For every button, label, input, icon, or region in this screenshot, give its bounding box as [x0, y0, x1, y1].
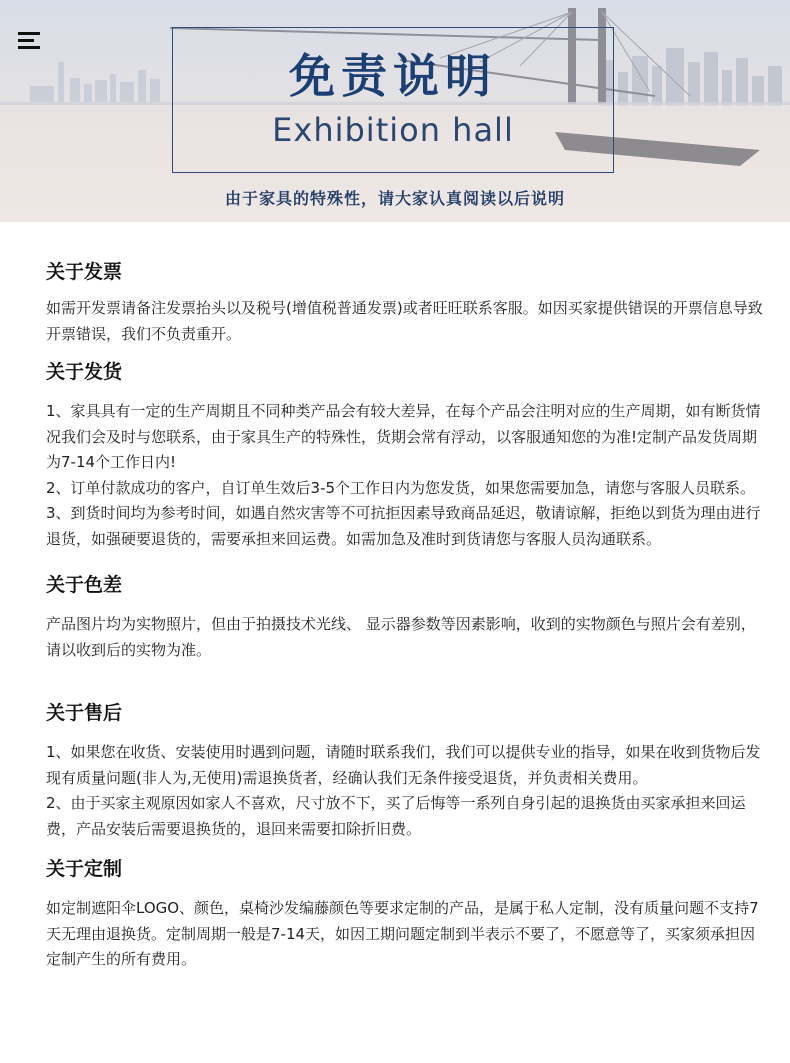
section-color-difference: [46, 572, 764, 663]
section-paragraph: 如需开发票请备注发票抬头以及税号(增值税普通发票)或者旺旺联系客服。如因买家提供错误的开票信息导致开票错误，我们不负责重开。: [46, 299, 763, 343]
header-banner: [0, 0, 790, 222]
banner-notice: 由于家具的特殊性，请大家认真阅读以后说明: [224, 189, 565, 208]
section-paragraph: 1、如果您在收货、安装使用时遇到问题，请随时联系我们，我们可以提供专业的指导，如果在收到货物后发现有质量问题(非人为,无使用)需退换货者，经确认我们无条件接受退货，并负责相关费用。 2、由于买家主观原因如家人不喜欢，尺寸放不下，买了后悔等一系列自身引起的退换货由买家承担来回运费，产品安装后需要退换货的，退回来需要扣除折旧费。: [46, 743, 761, 838]
section-invoice: [46, 259, 764, 347]
disclaimer-content: [0, 259, 790, 973]
section-after-sales: [46, 700, 764, 842]
section-paragraph: 产品图片均为实物照片，但由于拍摄技术光线、 显示器参数等因素影响，收到的实物颜色与照片会有差别，请以收到后的实物为准。: [46, 615, 756, 659]
section-customization: [46, 856, 764, 973]
menu-icon[interactable]: [18, 32, 40, 52]
title-frame: [172, 27, 614, 173]
section-title: 关于售后: [46, 702, 123, 724]
section-paragraph: 如定制遮阳伞LOGO、颜色，桌椅沙发编藤颜色等要求定制的产品，是属于私人定制，没有质量问题不支持7天无理由退换货。定制周期一般是7-14天，如因工期问题定制到半表示不要了，不愿意等了，买家须承担因定制产生的所有费用。: [46, 899, 759, 968]
section-title: 关于发货: [46, 361, 123, 383]
section-title: 关于发票: [46, 261, 123, 283]
section-title: 关于色差: [46, 574, 123, 596]
section-shipping: [46, 359, 764, 552]
section-paragraph: 1、家具具有一定的生产周期且不同种类产品会有较大差异，在每个产品会注明对应的生产周期，如有断货情况我们会及时与您联系，由于家具生产的特殊性，货期会常有浮动，以客服通知您的为准!定制产品发货周期为7-14个工作日内! 2、订单付款成功的客户，自订单生效后3-5个工作日内为您发货，如果您需要加急，请您与客服人员联系。 3、到货时间均为参考时间，如遇自然灾害等不可抗拒因素导致商品延迟，敬请谅解，拒绝以到货为理由进行退货，如强硬要退货的，需要承担来回运费。如需加急及准时到货请您与客服人员沟通联系。: [46, 402, 761, 548]
section-title: 关于定制: [46, 858, 123, 880]
page-title: 免责说明: [289, 49, 497, 103]
page-subtitle-en: Exhibition hall: [272, 111, 514, 149]
